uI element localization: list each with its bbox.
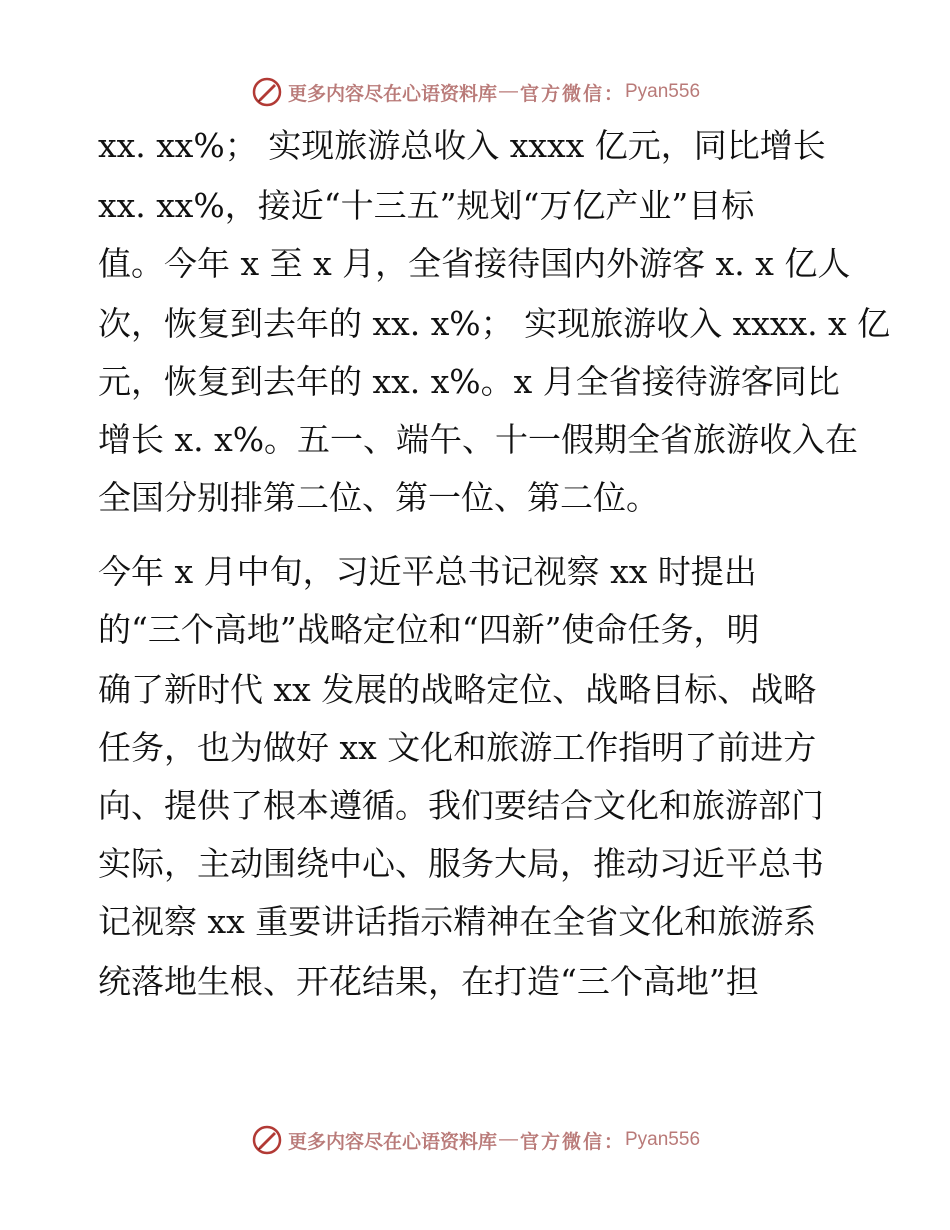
watermark-label: 官方微信： xyxy=(519,82,625,105)
text-line: 元，恢复到去年的 xx. x%。x 月全省接待游客同比 xyxy=(98,362,840,401)
text-line: 记视察 xx 重要讲话指示精神在全省文化和旅游系 xyxy=(98,902,817,941)
watermark-handle: Pyan556 xyxy=(625,1129,701,1150)
text-line: 的“三个高地”战略定位和“四新”使命任务，明 xyxy=(98,610,760,649)
text-line: xx. xx%； 实现旅游总收入 xxxx 亿元，同比增长 xyxy=(98,126,826,165)
watermark-text: 更多内容尽在心语资料库 xyxy=(287,82,497,105)
text-line: 实际，主动围绕中心、服务大局，推动习近平总书 xyxy=(98,844,824,883)
text-line: 全国分别排第二位、第一位、第二位。 xyxy=(98,478,659,517)
watermark-label: 官方微信： xyxy=(519,1130,625,1153)
watermark-dash: — xyxy=(498,81,518,102)
text-line: 增长 x. x%。五一、端午、十一假期全省旅游收入在 xyxy=(98,420,859,459)
text-line: 次，恢复到去年的 xx. x%； 实现旅游收入 xxxx. x 亿 xyxy=(98,304,891,343)
watermark-text: 更多内容尽在心语资料库 xyxy=(287,1130,497,1153)
watermark-dash: — xyxy=(498,1129,518,1150)
text-line: 值。今年 x 至 x 月，全省接待国内外游客 x. x 亿人 xyxy=(98,244,851,283)
text-line: 向、提供了根本遵循。我们要结合文化和旅游部门 xyxy=(98,786,824,825)
header-watermark xyxy=(0,72,950,112)
text-line: 任务，也为做好 xx 文化和旅游工作指明了前进方 xyxy=(98,728,817,767)
footer-watermark xyxy=(0,1120,950,1160)
watermark-handle: Pyan556 xyxy=(625,81,701,102)
text-line: 今年 x 月中旬，习近平总书记视察 xx 时提出 xyxy=(98,552,757,591)
text-line: xx. xx%，接近“十三五”规划“万亿产业”目标 xyxy=(98,186,755,225)
text-line: 确了新时代 xx 发展的战略定位、战略目标、战略 xyxy=(98,670,817,709)
quill-logo-icon xyxy=(250,1123,284,1157)
text-line: 统落地生根、开花结果，在打造“三个高地”担 xyxy=(98,962,759,1001)
quill-logo-icon xyxy=(250,75,284,109)
